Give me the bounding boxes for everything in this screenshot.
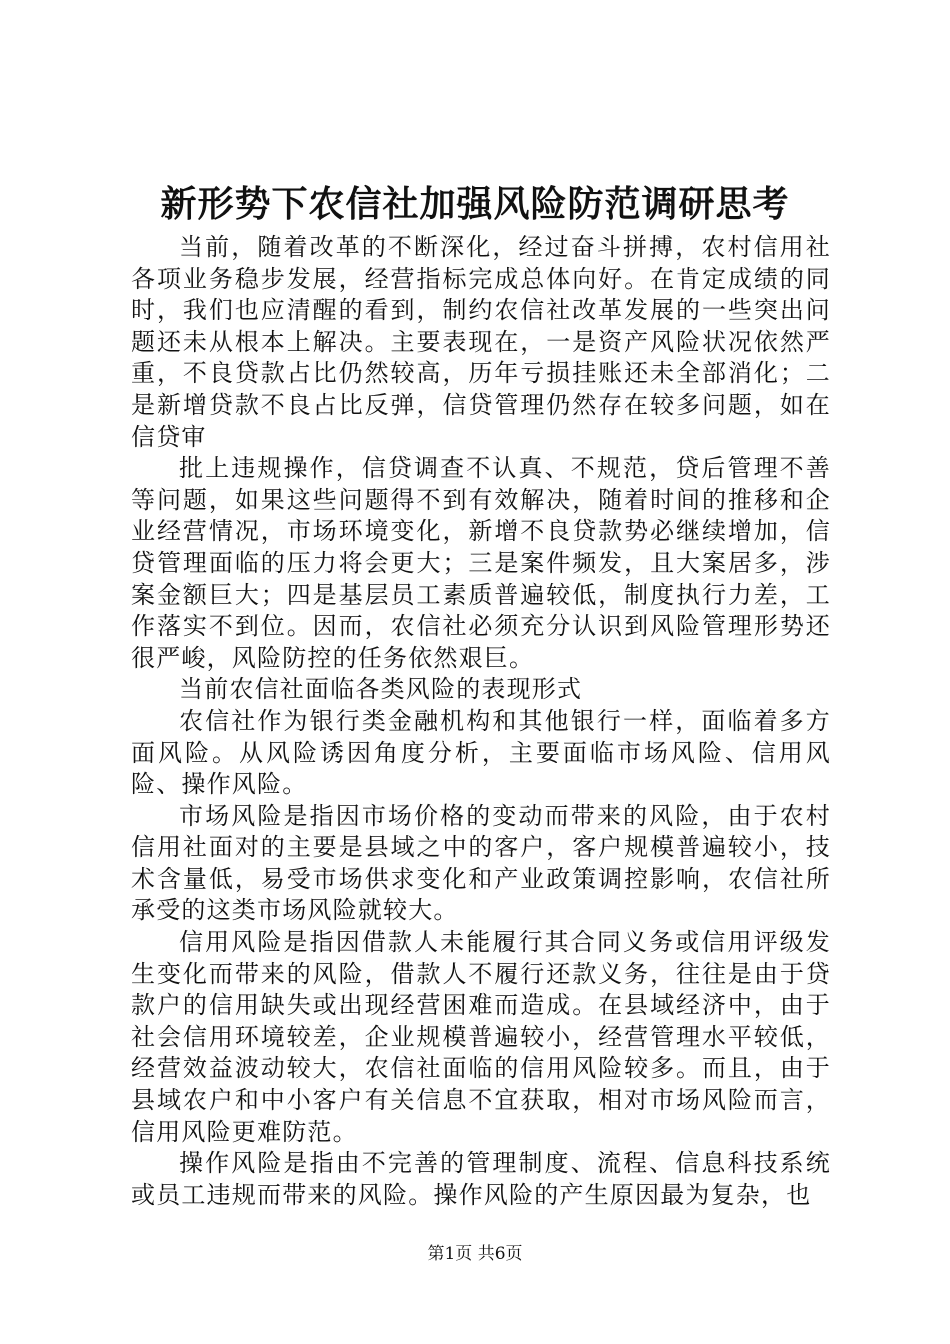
- paragraph: 当前，随着改革的不断深化，经过奋斗拼搏，农村信用社各项业务稳步发展，经营指标完成总体向好。在肯定成绩的同时，我们也应清醒的看到，制约农信社改革发展的一些突出问题还未从根本上解决。主要表现在，一是资产风险状况依然严重，不良贷款占比仍然较高，历年亏损挂账还未全部消化；二是新增贷款不良占比反弹，信贷管理仍然存在较多问题，如在信贷审: [131, 233, 831, 451]
- page-footer: 第1页 共6页: [427, 1244, 523, 1264]
- document-title: 新形势下农信社加强风险防范调研思考: [160, 183, 790, 225]
- section-heading: 当前农信社面临各类风险的表现形式: [179, 675, 583, 704]
- paragraph: 操作风险是指由不完善的管理制度、流程、信息科技系统或员工违规而带来的风险。操作风险的产生原因最为复杂，也: [131, 1149, 831, 1209]
- paragraph: 信用风险是指因借款人未能履行其合同义务或信用评级发生变化而带来的风险，借款人不履行还款义务，往往是由于贷款户的信用缺失或出现经营困难而造成。在县域经济中，由于社会信用环境较差，企业规模普遍较小，经营管理水平较低，经营效益波动较大，农信社面临的信用风险较多。而且，由于县域农户和中小客户有关信息不宜获取，相对市场风险而言，信用风险更难防范。: [131, 928, 831, 1146]
- paragraph: 农信社作为银行类金融机构和其他银行一样，面临着多方面风险。从风险诱因角度分析，主要面临市场风险、信用风险、操作风险。: [131, 706, 831, 799]
- paragraph: 批上违规操作，信贷调查不认真、不规范，贷后管理不善等问题，如果这些问题得不到有效解决，随着时间的推移和企业经营情况，市场环境变化，新增不良贷款势必继续增加，信贷管理面临的压力将会更大；三是案件频发，且大案居多，涉案金额巨大；四是基层员工素质普遍较低，制度执行力差，工作落实不到位。因而，农信社必须充分认识到风险管理形势还很严峻，风险防控的任务依然艰巨。: [131, 454, 831, 672]
- paragraph: 市场风险是指因市场价格的变动而带来的风险，由于农村信用社面对的主要是县域之中的客户，客户规模普遍较小，技术含量低，易受市场供求变化和产业政策调控影响，农信社所承受的这类市场风险就较大。: [131, 801, 831, 925]
- document-body: [131, 232, 831, 1211]
